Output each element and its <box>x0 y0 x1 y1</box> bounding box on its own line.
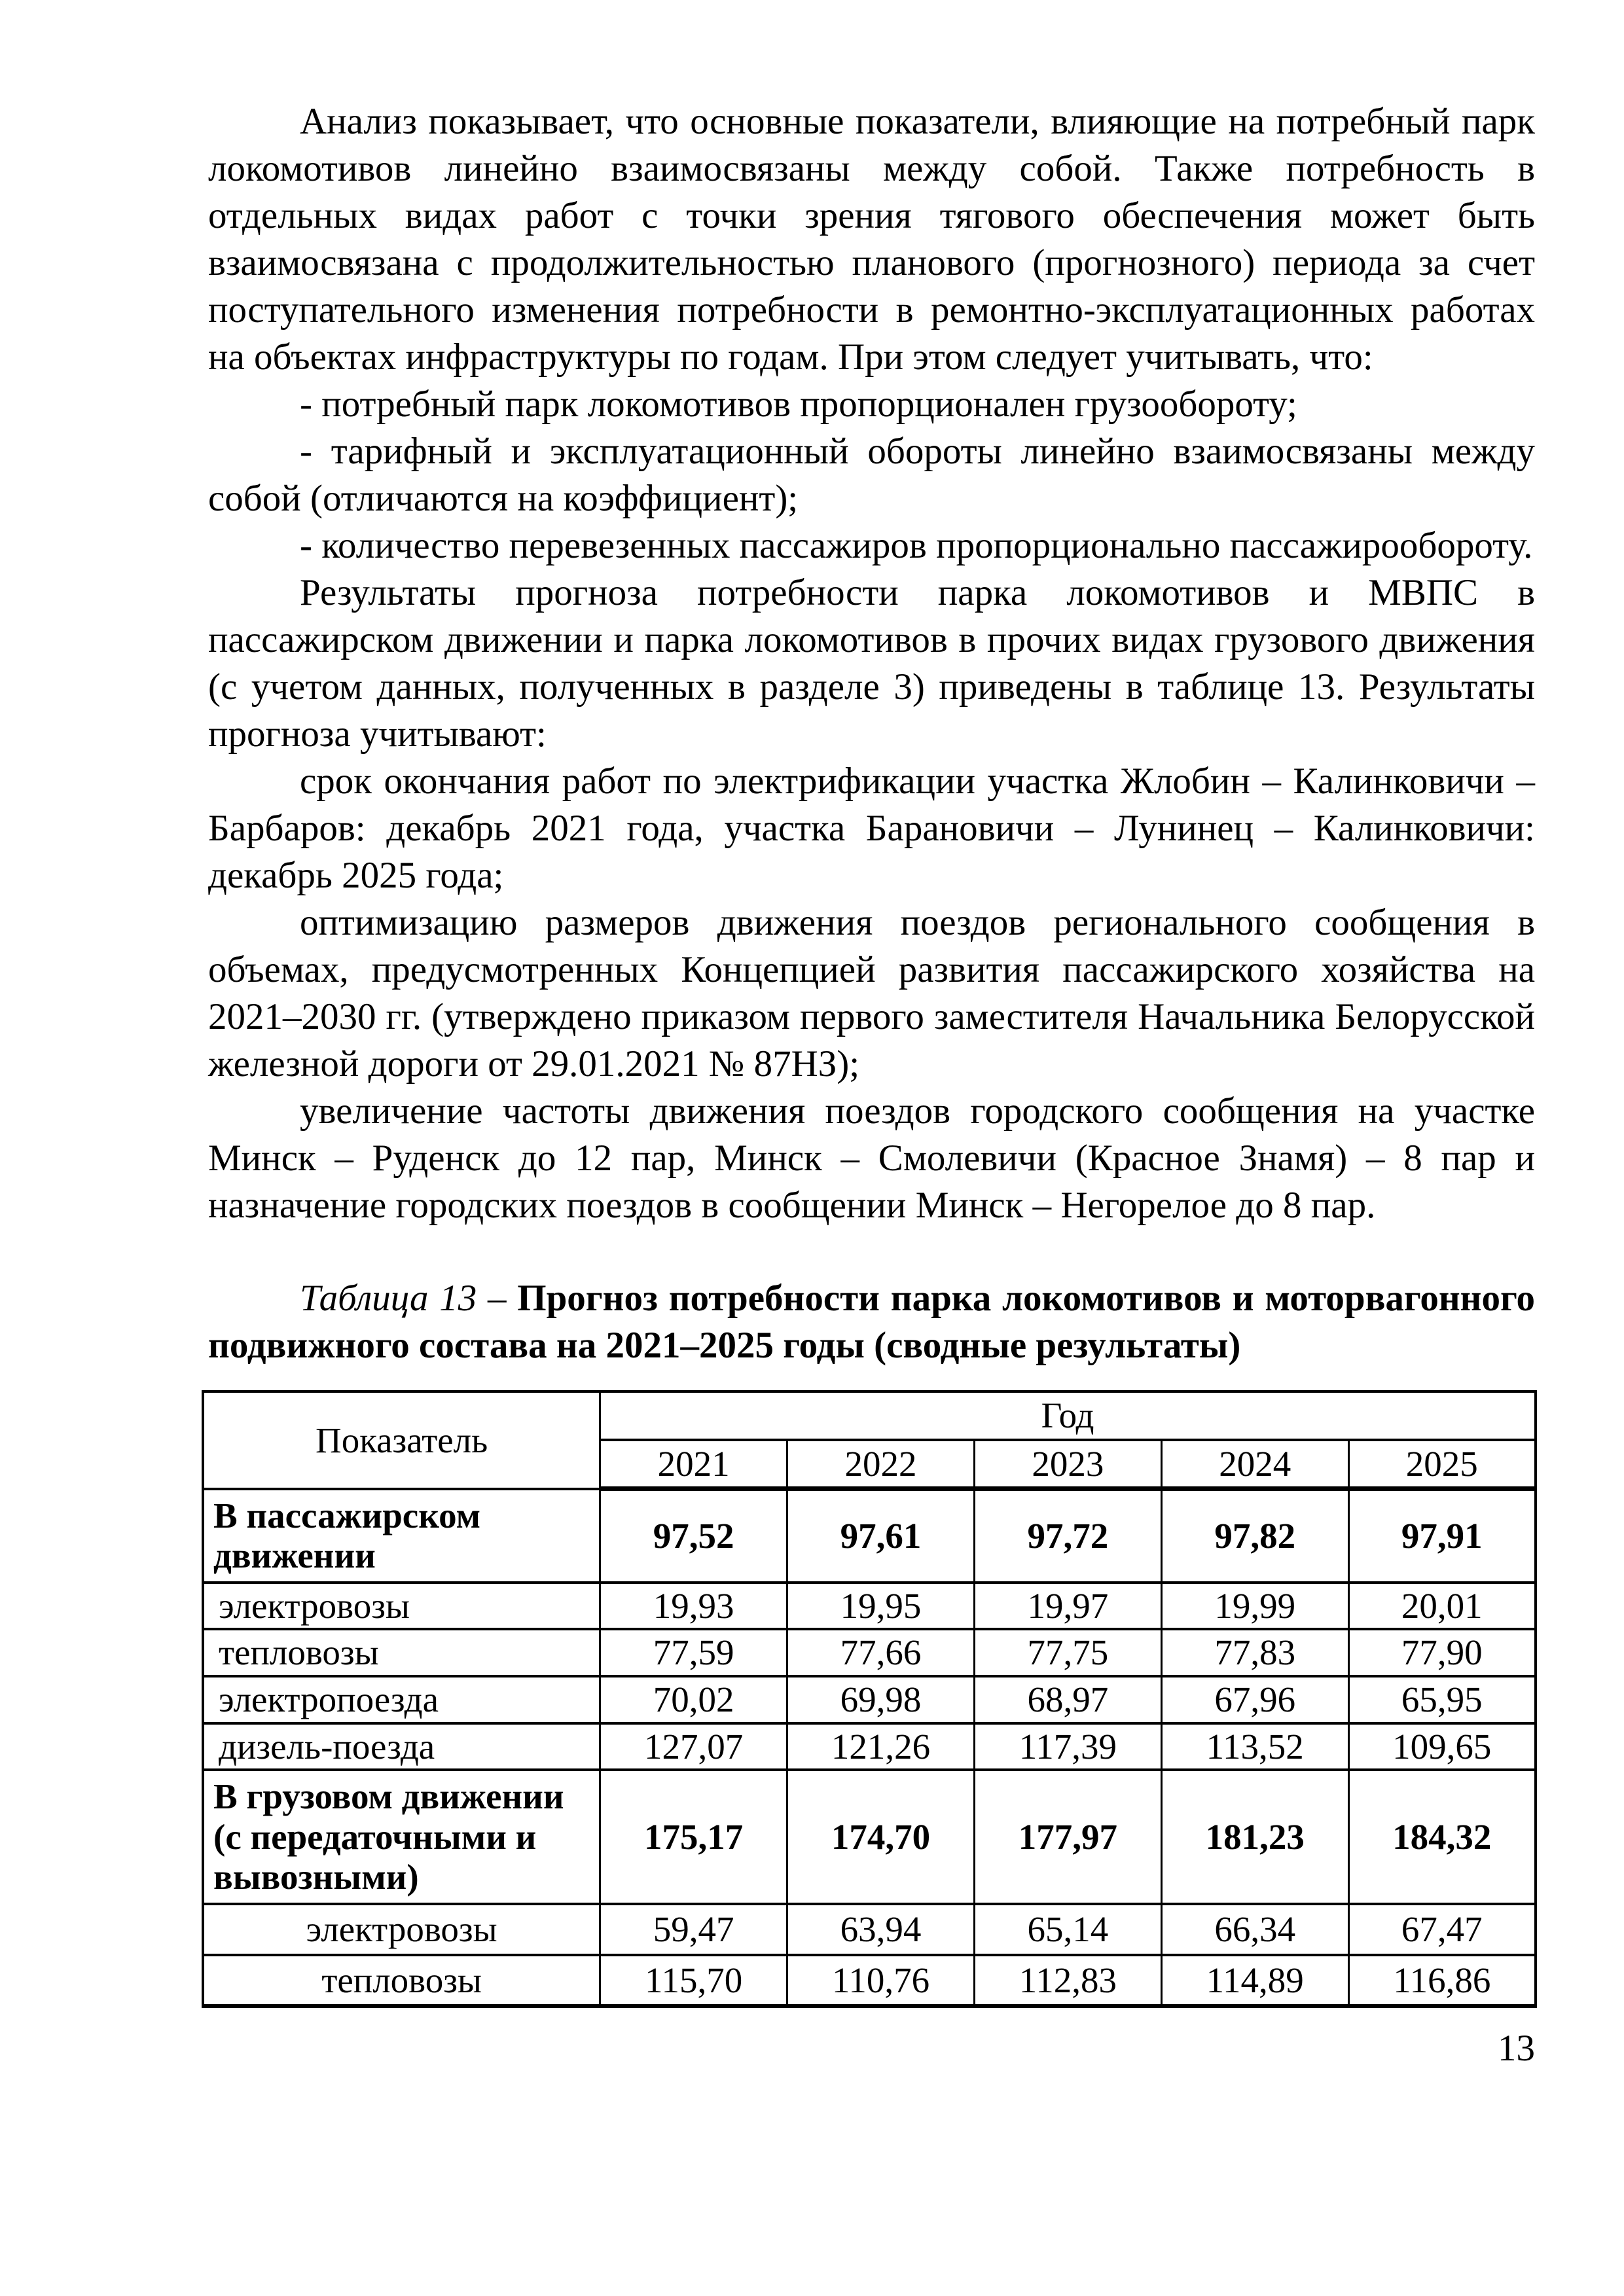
value-cell: 66,34 <box>1161 1904 1348 1955</box>
table-row-passenger-electric-locos <box>203 1583 1536 1630</box>
value-cell: 65,14 <box>974 1904 1161 1955</box>
table-caption-number: Таблица 13 – <box>300 1278 518 1319</box>
row-label: тепловозы <box>203 1629 600 1676</box>
bullet-fleet-proportional: - потребный парк локомотивов пропорционален грузообороту; <box>300 384 1297 425</box>
page-number: 13 <box>1498 2028 1535 2070</box>
row-label: В пассажирском движении <box>203 1489 600 1583</box>
row-label: дизель-поезда <box>203 1723 600 1770</box>
table-row-passenger-total <box>203 1489 1536 1583</box>
bullet-passengers: - количество перевезенных пассажиров пропорционально пассажирообороту. <box>300 525 1533 566</box>
value-cell: 97,61 <box>787 1489 975 1583</box>
bullet-tariff-turnover: - тарифный и эксплуатационный обороты линейно взаимосвязаны между собой (отличаются на коэффициент); <box>208 431 1535 519</box>
paragraph-city-trains: увеличение частоты движения поездов городского сообщения на участке Минск – Руденск до 12 пар, Минск – Смолевичи (Красное Знамя) – 8 пар и назначение городских поездов в сообщении Минск – Негорелое до 8 пар. <box>208 1090 1535 1226</box>
value-cell: 115,70 <box>600 1955 787 2006</box>
col-header-year-group: Год <box>600 1391 1536 1440</box>
table-row-passenger-diesel-trains <box>203 1723 1536 1770</box>
value-cell: 77,66 <box>787 1629 975 1676</box>
value-cell: 110,76 <box>787 1955 975 2006</box>
value-cell: 59,47 <box>600 1904 787 1955</box>
row-label: тепловозы <box>203 1955 600 2006</box>
value-cell: 77,90 <box>1348 1629 1536 1676</box>
table-caption-title: Прогноз потребности парка локомотивов и моторвагонного подвижного состава на 2021–2025 годы (сводные результаты) <box>208 1278 1535 1366</box>
value-cell: 181,23 <box>1161 1770 1348 1904</box>
value-cell: 67,96 <box>1161 1676 1348 1723</box>
col-header-year-2022: 2022 <box>787 1440 975 1489</box>
value-cell: 97,52 <box>600 1489 787 1583</box>
value-cell: 65,95 <box>1348 1676 1536 1723</box>
col-header-year-2025: 2025 <box>1348 1440 1536 1489</box>
value-cell: 69,98 <box>787 1676 975 1723</box>
value-cell: 175,17 <box>600 1770 787 1904</box>
value-cell: 177,97 <box>974 1770 1161 1904</box>
table-row-freight-electric-locos <box>203 1904 1536 1955</box>
col-header-year-2023: 2023 <box>974 1440 1161 1489</box>
forecast-table <box>202 1390 1537 2008</box>
value-cell: 184,32 <box>1348 1770 1536 1904</box>
row-label: электровозы <box>203 1583 600 1630</box>
col-header-indicator: Показатель <box>203 1391 600 1489</box>
value-cell: 19,95 <box>787 1583 975 1630</box>
table-row-passenger-electric-trains <box>203 1676 1536 1723</box>
table-row-freight-total <box>203 1770 1536 1904</box>
value-cell: 112,83 <box>974 1955 1161 2006</box>
value-cell: 77,59 <box>600 1629 787 1676</box>
value-cell: 19,97 <box>974 1583 1161 1630</box>
value-cell: 19,99 <box>1161 1583 1348 1630</box>
table-header-row-1 <box>203 1391 1536 1440</box>
value-cell: 67,47 <box>1348 1904 1536 1955</box>
value-cell: 97,72 <box>974 1489 1161 1583</box>
value-cell: 121,26 <box>787 1723 975 1770</box>
paragraph-regional-optimization: оптимизацию размеров движения поездов регионального сообщения в объемах, предусмотренных Концепцией развития пассажирского хозяйства на 2021–2030 гг. (утверждено приказом первого заместителя Начальника Белорусской железной дороги от 29.01.2021 № 87НЗ); <box>208 902 1535 1085</box>
value-cell: 116,86 <box>1348 1955 1536 2006</box>
row-label: В грузовом движении (с передаточными и вывозными) <box>203 1770 600 1904</box>
paragraph-electrification-term: срок окончания работ по электрификации участка Жлобин – Калинковичи – Барбаров: декабрь 2021 года, участка Барановичи – Лунинец – Калинковичи: декабрь 2025 года; <box>208 761 1535 896</box>
paragraph-analysis: Анализ показывает, что основные показатели, влияющие на потребный парк локомотивов линейно взаимосвязаны между собой. Также потребность в отдельных видах работ с точки зрения тягового обеспечения может быть взаимосвязана с продолжительностью планового (прогнозного) периода за счет поступательного изменения потребности в ремонтно-эксплуатационных работах на объектах инфраструктуры по годам. При этом следует учитывать, что: <box>208 101 1535 378</box>
col-header-year-2024: 2024 <box>1161 1440 1348 1489</box>
value-cell: 174,70 <box>787 1770 975 1904</box>
value-cell: 97,82 <box>1161 1489 1348 1583</box>
value-cell: 63,94 <box>787 1904 975 1955</box>
value-cell: 113,52 <box>1161 1723 1348 1770</box>
table-row-freight-diesel-locos <box>203 1955 1536 2006</box>
table-row-passenger-diesel-locos <box>203 1629 1536 1676</box>
value-cell: 127,07 <box>600 1723 787 1770</box>
value-cell: 77,83 <box>1161 1629 1348 1676</box>
value-cell: 19,93 <box>600 1583 787 1630</box>
row-label: электровозы <box>203 1904 600 1955</box>
value-cell: 117,39 <box>974 1723 1161 1770</box>
value-cell: 109,65 <box>1348 1723 1536 1770</box>
value-cell: 114,89 <box>1161 1955 1348 2006</box>
row-label: электропоезда <box>203 1676 600 1723</box>
value-cell: 20,01 <box>1348 1583 1536 1630</box>
table-13-caption <box>208 1275 1535 1369</box>
paragraph-forecast-results: Результаты прогноза потребности парка локомотивов и МВПС в пассажирском движении и парка локомотивов в прочих видах грузового движения (с учетом данных, полученных в разделе 3) приведены в таблице 13. Результаты прогноза учитывают: <box>208 572 1535 755</box>
col-header-year-2021: 2021 <box>600 1440 787 1489</box>
value-cell: 68,97 <box>974 1676 1161 1723</box>
value-cell: 77,75 <box>974 1629 1161 1676</box>
value-cell: 70,02 <box>600 1676 787 1723</box>
value-cell: 97,91 <box>1348 1489 1536 1583</box>
